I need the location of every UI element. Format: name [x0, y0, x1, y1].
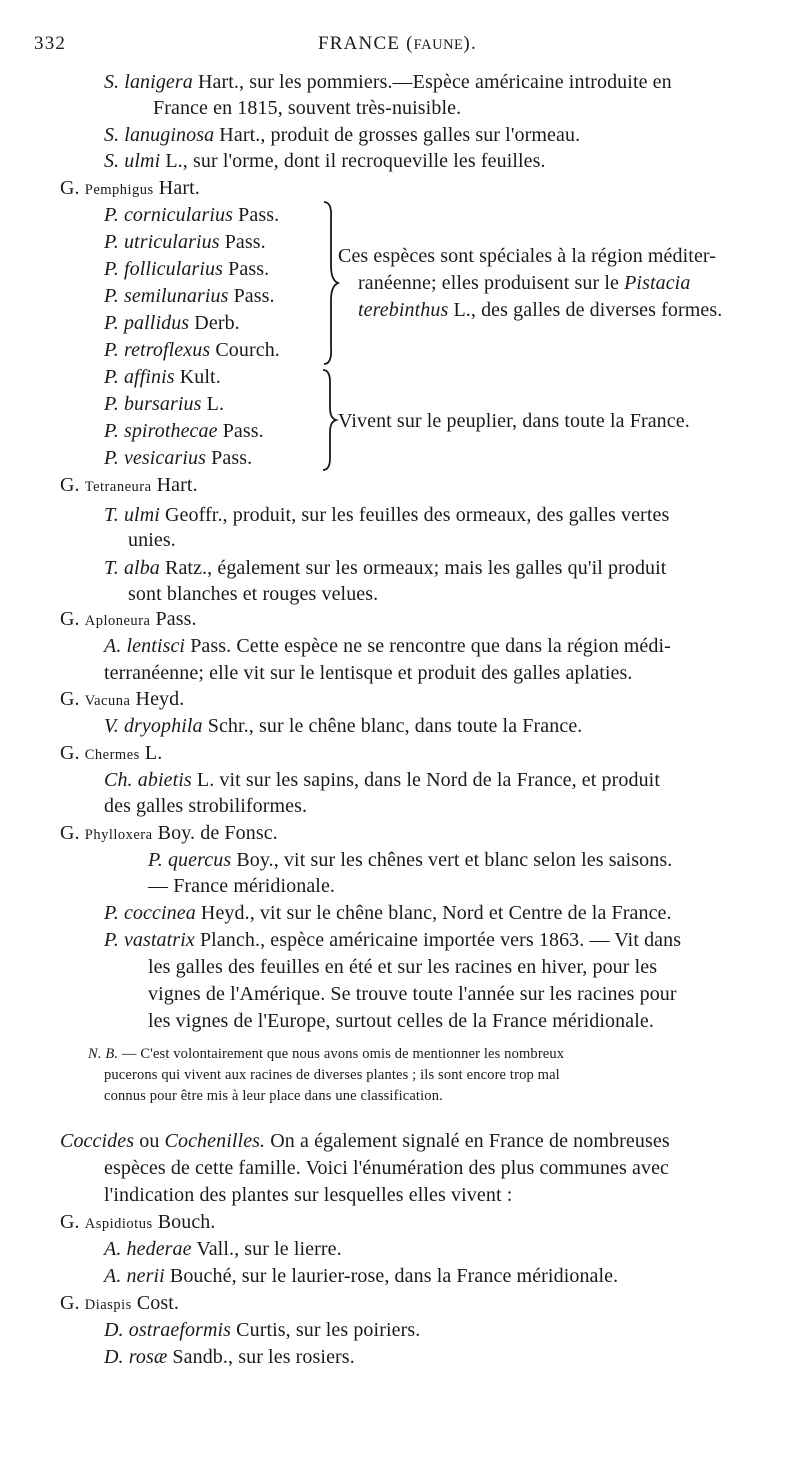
entry-a-lentisci-cont: terranéenne; elle vit sur le lentisque et produit des galles aplaties. — [104, 662, 633, 684]
nota-bene-line1: N. B. — C'est volontairement que nous avons omis de mentionner les nombreux — [88, 1046, 565, 1062]
entry-t-alba-cont: sont blanches et rouges velues. — [128, 583, 379, 605]
species-item: P. follicularius Pass. — [104, 258, 270, 280]
nota-bene-line3: connus pour être mis à leur place dans une classification. — [104, 1088, 443, 1104]
pemphigus-note-line2: ranéenne; elles produisent sur le Pistacia — [358, 272, 691, 294]
genus-aspidiotus: G. Aspidiotus Bouch. — [60, 1211, 216, 1233]
genus-chermes: G. Chermes L. — [60, 742, 163, 764]
page-number: 332 — [34, 33, 67, 54]
entry-p-vastatrix-cont2: vignes de l'Amérique. Se trouve toute l'année sur les racines pour — [148, 983, 677, 1005]
entry-s-lanigera-cont: France en 1815, souvent très-nuisible. — [153, 97, 462, 119]
entry-v-dryophila: V. dryophila Schr., sur le chêne blanc, dans toute la France. — [104, 715, 583, 737]
pemphigus-note-line3: terebinthus L., des galles de diverses formes. — [358, 299, 723, 321]
entry-p-quercus-cont: — France méridionale. — [148, 875, 336, 897]
entry-s-lanigera: S. lanigera Hart., sur les pommiers.—Espèce américaine introduite en — [104, 71, 672, 93]
pemphigus-note-line1: Ces espèces sont spéciales à la région méditer- — [338, 245, 717, 267]
curly-brace-icon — [318, 200, 342, 366]
genus-pemphigus: G. Pemphigus Hart. — [60, 177, 200, 199]
species-item: P. pallidus Derb. — [104, 312, 240, 334]
genus-tetraneura: G. Tetraneura Hart. — [60, 474, 198, 496]
entry-ch-abietis: Ch. abietis L. vit sur les sapins, dans le Nord de la France, et produit — [104, 769, 660, 791]
entry-s-lanuginosa: S. lanuginosa Hart., produit de grosses galles sur l'ormeau. — [104, 124, 581, 146]
curly-brace-icon — [318, 368, 340, 472]
entry-s-ulmi: S. ulmi L., sur l'orme, dont il recroqueville les feuilles. — [104, 150, 546, 172]
species-item: P. retroflexus Courch. — [104, 339, 280, 361]
species-item: P. cornicularius Pass. — [104, 204, 280, 226]
genus-aploneura: G. Aploneura Pass. — [60, 608, 197, 630]
coccides-para-line3: l'indication des plantes sur lesquelles elles vivent : — [104, 1184, 513, 1206]
species-item: P. semilunarius Pass. — [104, 285, 275, 307]
coccides-para-line1: Coccides ou Cochenilles. On a également signalé en France de nombreuses — [60, 1130, 670, 1152]
pemphigus-note-poplar: Vivent sur le peuplier, dans toute la France. — [338, 410, 690, 432]
genus-vacuna: G. Vacuna Heyd. — [60, 688, 185, 710]
species-item: P. vesicarius Pass. — [104, 447, 253, 469]
entry-a-hederae: A. hederae Vall., sur le lierre. — [104, 1238, 342, 1260]
entry-a-nerii: A. nerii Bouché, sur le laurier-rose, dans la France méridionale. — [104, 1265, 619, 1287]
entry-p-quercus: P. quercus Boy., vit sur les chênes vert et blanc selon les saisons. — [148, 849, 673, 871]
entry-ch-abietis-cont: des galles strobiliformes. — [104, 795, 308, 817]
entry-a-lentisci: A. lentisci Pass. Cette espèce ne se rencontre que dans la région médi- — [104, 635, 671, 657]
entry-t-ulmi-cont: unies. — [128, 529, 176, 551]
genus-diaspis: G. Diaspis Cost. — [60, 1292, 180, 1314]
entry-p-coccinea: P. coccinea Heyd., vit sur le chêne blanc, Nord et Centre de la France. — [104, 902, 672, 924]
running-title: FRANCE (FAUNE). — [318, 33, 477, 54]
entry-t-alba: T. alba Ratz., également sur les ormeaux; mais les galles qu'il produit — [104, 557, 667, 579]
entry-t-ulmi: T. ulmi Geoffr., produit, sur les feuilles des ormeaux, des galles vertes — [104, 504, 670, 526]
entry-p-vastatrix-cont3: les vignes de l'Europe, surtout celles de la France méridionale. — [148, 1010, 654, 1032]
entry-p-vastatrix-cont1: les galles des feuilles en été et sur les racines en hiver, pour les — [148, 956, 658, 978]
species-item: P. utricularius Pass. — [104, 231, 266, 253]
species-item: P. affinis Kult. — [104, 366, 221, 388]
genus-phylloxera: G. Phylloxera Boy. de Fonsc. — [60, 822, 278, 844]
entry-d-rosae: D. rosæ Sandb., sur les rosiers. — [104, 1346, 355, 1368]
species-item: P. bursarius L. — [104, 393, 225, 415]
nota-bene-line2: pucerons qui vivent aux racines de diverses plantes ; ils sont encore trop mal — [104, 1067, 560, 1083]
species-item: P. spirothecae Pass. — [104, 420, 264, 442]
coccides-para-line2: espèces de cette famille. Voici l'énumération des plus communes avec — [104, 1157, 670, 1179]
entry-p-vastatrix: P. vastatrix Planch., espèce américaine importée vers 1863. — Vit dans — [104, 929, 682, 951]
entry-d-ostraeformis: D. ostraeformis Curtis, sur les poiriers. — [104, 1319, 421, 1341]
